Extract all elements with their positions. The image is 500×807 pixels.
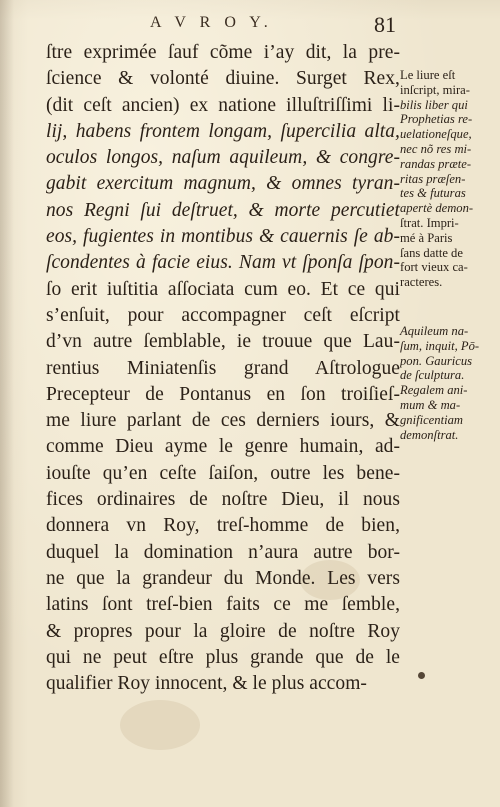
text-line: duquel la domination n’aura autre bor- <box>46 541 400 563</box>
text-line: iouſte qu’en ceſte ſaiſon, outre les bene- <box>46 462 400 484</box>
margin-note-line: de ſculptura. <box>400 368 465 383</box>
text-line: ſtre exprimée ſauf cõme i’ay dit, la pre- <box>46 42 400 63</box>
text-line: me liure parlant de ces derniers iours, & <box>46 410 400 432</box>
text-line: lij, habens frontem longam, ſupercilia alta, <box>46 120 400 142</box>
ink-spot <box>418 672 425 679</box>
running-head <box>0 10 500 36</box>
margin-note-line: nec nõ res mi- <box>400 141 472 156</box>
margin-note-line: tes & futuras <box>400 186 466 201</box>
text-line: eos, fugientes in montibus & cauernis ſe ab- <box>46 226 400 248</box>
margin-note-line: apertè demon- <box>400 201 474 216</box>
text-line: & propres pour la gloire de noſtre Roy <box>46 620 400 642</box>
text-line: rentius Miniatenſis grand Aſtrologue <box>46 357 400 379</box>
text-line: fices ordinaires de noſtre Dieu, il nous <box>46 489 400 511</box>
margin-note-line: Regalem ani- <box>400 383 468 398</box>
running-title: A V R O Y. <box>150 14 273 31</box>
margin-note-line: pon. Gauricus <box>400 353 473 368</box>
paper-stain <box>120 700 200 750</box>
margin-note-gap <box>400 290 494 324</box>
text-line: gabit exercitum magnum, & omnes tyran- <box>46 173 400 195</box>
text-line: comme Dieu ayme le genre humain, ad- <box>46 436 400 458</box>
text-line: qui ne peut eſtre plus grande que de le <box>46 646 400 668</box>
margin-note-line: mum & ma- <box>400 397 461 412</box>
margin-note-line: ritas præſen- <box>400 171 466 186</box>
margin-note-line: ſans datte de <box>400 245 463 260</box>
margin-note-book-title <box>400 68 494 290</box>
main-text-block <box>46 40 400 697</box>
margin-note-line: mé à Paris <box>400 230 453 245</box>
margin-note-line: ſum, inquit, Pō- <box>400 338 480 353</box>
margin-note-line: racteres. <box>400 275 443 290</box>
margin-note-line: fort vieux ca- <box>400 260 468 275</box>
text-line: Precepteur de Pontanus en ſon troiſieſ- <box>46 383 400 405</box>
margin-note-line: Aquileum na- <box>400 323 469 338</box>
text-line: ne que la grandeur du Monde. Les vers <box>46 567 400 589</box>
text-line: ſcondentes à facie eius. Nam vt ſponſa ſpon- <box>46 252 400 274</box>
margin-note-line: bilis liber qui <box>400 97 468 112</box>
text-line: nos Regni ſui deſtruet, & morte percutiet <box>46 199 400 221</box>
text-line: ſo erit iuſtitia aſſociata cum eo. Et ce qui <box>46 278 400 300</box>
margin-note-line: inſcript, mira- <box>400 82 470 97</box>
text-line: d’vn autre ſemblable, ie trouue que Lau- <box>46 331 400 353</box>
text-line: oculos longos, naſum aquileum, & congre- <box>46 147 400 169</box>
text-line: donnera vn Roy, treſ-homme de bien, <box>46 515 400 537</box>
margin-note-line: demonſtrat. <box>400 427 459 442</box>
text-line: (dit ceſt ancien) ex natione illuſtriſſimi li- <box>46 94 400 116</box>
margin-note-line: gnificentiam <box>400 412 463 427</box>
gutter-shadow <box>0 0 14 807</box>
text-line: latins ſont treſ-bien faits ce me ſemble, <box>46 594 400 616</box>
margin-note-gauricus <box>400 324 494 442</box>
text-line: qualifier Roy innocent, & le plus accom- <box>46 673 367 695</box>
margin-note-line: Prophetias re- <box>400 112 473 127</box>
margin-notes <box>400 68 494 442</box>
margin-note-line: randas præte- <box>400 156 472 171</box>
margin-note-line: uelationeſque, <box>400 127 472 142</box>
margin-note-line: Le liure eſt <box>400 68 456 82</box>
margin-note-line: ſtrat. Impri- <box>400 215 459 230</box>
text-line: ſcience & volonté diuine. Surget Rex, <box>46 68 400 90</box>
text-line: s’enſuit, pour accompagner ceſt eſcript <box>46 304 400 326</box>
page-number: 81 <box>374 12 396 37</box>
